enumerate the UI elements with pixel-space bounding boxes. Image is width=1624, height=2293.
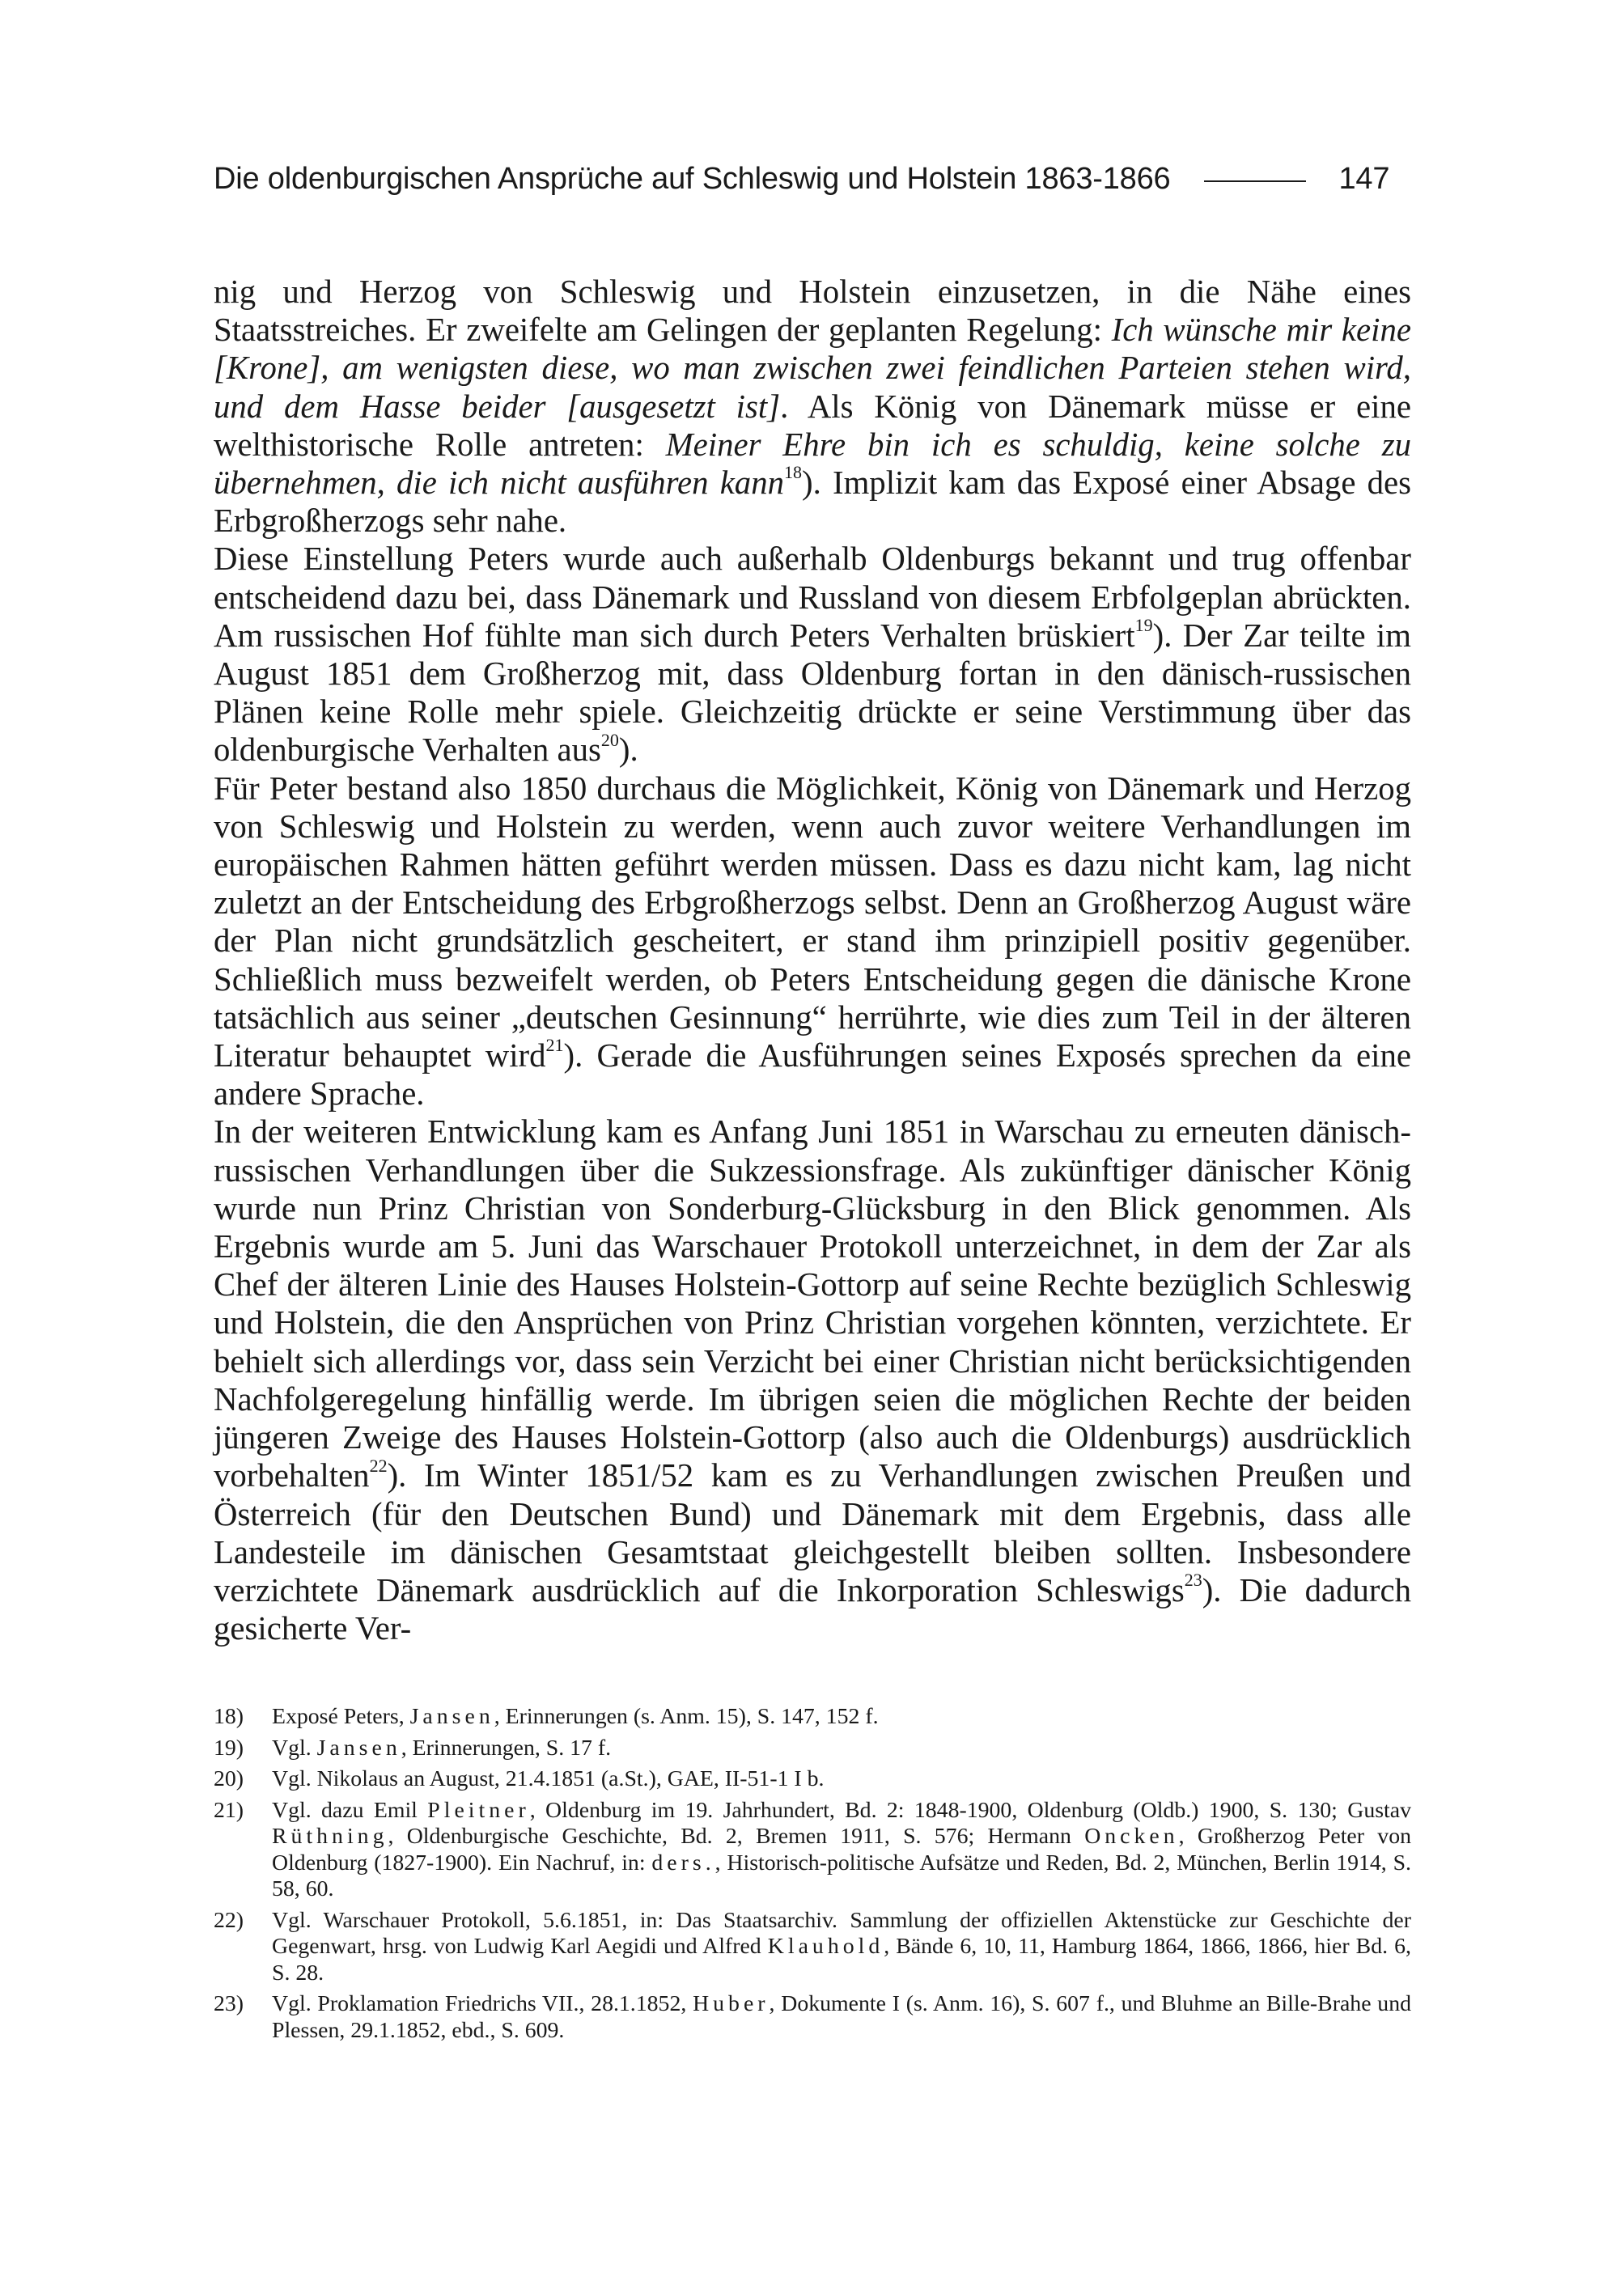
footnote-text	[272, 1991, 1411, 2044]
body-paragraph	[214, 1113, 1411, 1647]
text-segment: , Erinnerungen (s. Anm. 15), S. 147, 152 f.	[494, 1704, 879, 1730]
footnote-number: 21)	[214, 1797, 244, 1823]
footnote	[214, 1704, 1411, 1731]
spaced-author-name: ders.	[651, 1850, 715, 1876]
footnote-number: 23)	[214, 1991, 244, 2017]
text-segment: ). Implizit kam das Exposé einer Absage des Erbgroßherzogs sehr nahe.	[214, 464, 1411, 540]
text-segment: , Oldenburg im 19. Jahrhundert, Bd. 2: 1848-1900, Oldenburg (Oldb.) 1900, S. 130; Gustav	[529, 1797, 1412, 1823]
footnote-reference: 19	[1134, 615, 1153, 636]
text-segment: , Dokumente I (s. Anm. 16), S. 607 f., und Bluhme an Bille-Brahe und Plessen, 29.1.1852, ebd., S. 609.	[272, 1991, 1411, 2043]
book-page	[214, 162, 1411, 2049]
text-segment: ). Gerade die Ausführungen seines Exposés sprechen da eine andere Sprache.	[214, 1037, 1411, 1113]
footnote-number: 19)	[214, 1735, 244, 1761]
footnote	[214, 1798, 1411, 1903]
text-segment: nig und Herzog von Schleswig und Holstein einzusetzen, in die Nähe eines Staatsstreiches. Er zweifelte am Gelingen der geplanten Regelung:	[214, 273, 1411, 349]
footnote	[214, 1736, 1411, 1762]
text-segment: . Als König von Dänemark müsse er eine welthistorische Rolle antreten:	[214, 388, 1411, 463]
footnote-number: 20)	[214, 1766, 244, 1792]
text-segment: Vgl.	[272, 1735, 317, 1761]
text-segment: , Erinnerungen, S. 17 f.	[401, 1735, 612, 1761]
text-segment: Vgl. dazu Emil	[272, 1797, 428, 1823]
running-head-rule	[1204, 180, 1306, 182]
spaced-author-name: Oncken	[1084, 1824, 1179, 1850]
italic-quotation: Ich wünsche mir keine [Krone], am wenigsten diese, wo man zwischen zwei feindlichen Parteien stehen wird, und dem Hasse beider [ausgesetzt ist]	[214, 312, 1411, 425]
text-segment: , Großherzog Peter von Oldenburg (1827-1900). Ein Nachruf, in:	[272, 1824, 1412, 1876]
footnote	[214, 1766, 1411, 1793]
spaced-author-name: Huber	[693, 1991, 770, 2017]
spaced-author-name: Jansen	[316, 1735, 401, 1761]
footnote	[214, 1991, 1411, 2044]
footnote-text	[272, 1704, 1411, 1731]
text-segment: Für Peter bestand also 1850 durchaus die Möglichkeit, König von Dänemark und Herzog von Schleswig und Holstein zu werden, wenn auch zuvor weitere Verhandlungen im europäischen Rahmen hätten geführt werden müssen. Dass es dazu nicht kam, lag nicht zuletzt an der Entscheidung des Erbgroßherzogs selbst. Denn an Großherzog August wäre der Plan nicht grundsätzlich gescheitert, er stand ihm prinzipiell positiv gegenüber. Schließlich muss bezweifelt werden, ob Peters Entscheidung gegen die dänische Krone tatsächlich aus seiner „deutschen Gesinnung“ herrührte, wie dies zum Teil in der älteren Literatur behauptet wird	[214, 769, 1411, 1074]
italic-quotation: Meiner Ehre bin ich es schuldig, keine solche zu übernehmen, die ich nicht ausführen kann	[214, 426, 1411, 502]
spaced-author-name: Klauhold	[767, 1934, 884, 1960]
text-segment: In der weiteren Entwicklung kam es Anfang Juni 1851 in Warschau zu erneuten dänisch-russischen Verhandlungen über die Sukzessionsfrage. Als zukünftiger dänischer König wurde nun Prinz Christian von Sonderburg-Glücksburg in den Blick genommen. Als Ergebnis wurde am 5. Juni das Warschauer Protokoll unterzeichnet, in dem der Zar als Chef der älteren Linie des Hauses Holstein-Gottorp auf seine Rechte bezüglich Schleswig und Holstein, die den Ansprüchen von Prinz Christian vorgehen könnten, verzichtete. Er behielt sich allerdings vor, dass sein Verzicht bei einer Christian nicht berücksichtigenden Nachfolgeregelung hinfällig werde. Im übrigen seien die möglichen Rechte der beiden jüngeren Zweige des Hauses Holstein-Gottorp (also auch die Oldenburgs) ausdrücklich vorbehalten	[214, 1113, 1411, 1494]
footnote-number: 18)	[214, 1704, 244, 1730]
footnote-reference: 21	[545, 1035, 564, 1056]
footnote-text	[272, 1908, 1411, 1987]
body-text	[214, 273, 1411, 1647]
footnote-number: 22)	[214, 1907, 244, 1933]
text-segment: ). Die dadurch gesicherte Ver-	[214, 1571, 1412, 1647]
text-segment: Vgl. Warschauer Protokoll, 5.6.1851, in: Das Staatsarchiv. Sammlung der offiziellen Aktenstücke zur Geschichte der Gegenwart, hrsg. von Ludwig Karl Aegidi und Alfred	[272, 1907, 1411, 1960]
text-segment: , Oldenburgische Geschichte, Bd. 2, Bremen 1911, S. 576; Hermann	[388, 1824, 1085, 1850]
body-paragraph	[214, 273, 1411, 540]
body-paragraph	[214, 540, 1411, 769]
footnote-reference: 22	[369, 1455, 388, 1476]
footnote	[214, 1908, 1411, 1987]
text-segment: , Bände 6, 10, 11, Hamburg 1864, 1866, 1866, hier Bd. 6, S. 28.	[272, 1934, 1412, 1986]
spaced-author-name: Pleitner	[427, 1797, 530, 1823]
footnote-text	[272, 1798, 1411, 1903]
footnote-reference: 20	[600, 729, 619, 750]
footnote-text	[272, 1736, 1411, 1762]
text-segment: Exposé Peters,	[272, 1704, 410, 1730]
spaced-author-name: Jansen	[409, 1704, 494, 1730]
text-segment: Diese Einstellung Peters wurde auch außerhalb Oldenburgs bekannt und trug offenbar entscheidend dazu bei, dass Dänemark und Russland von diesem Erbfolgeplan abrückten. Am russischen Hof fühlte man sich durch Peters Verhalten brüskiert	[214, 540, 1411, 654]
running-head	[214, 162, 1411, 197]
text-segment: , Historisch-politische Aufsätze und Reden, Bd. 2, München, Berlin 1914, S. 58, 60.	[272, 1850, 1411, 1902]
body-paragraph	[214, 769, 1411, 1113]
text-segment: ). Im Winter 1851/52 kam es zu Verhandlungen zwischen Preußen und Österreich (für den Deutschen Bund) und Dänemark mit dem Ergebnis, dass alle Landesteile im dänischen Gesamtstaat gleichgestellt bleiben sollten. Insbesondere verzichtete Dänemark ausdrücklich auf die Inkorporation Schleswigs	[214, 1457, 1411, 1608]
text-segment: ). Der Zar teilte im August 1851 dem Großherzog mit, dass Oldenburg fortan in den dänisch-russischen Plänen keine Rolle mehr spiele. Gleichzeitig drückte er seine Verstimmung über das oldenburgische Verhalten aus	[214, 617, 1411, 769]
text-segment: ).	[618, 731, 638, 769]
text-segment: Vgl. Proklamation Friedrichs VII., 28.1.1852,	[272, 1991, 693, 2017]
footnotes	[214, 1704, 1411, 2044]
page-number: 147	[1338, 162, 1390, 196]
footnote-reference: 18	[784, 462, 803, 483]
running-head-title: Die oldenburgischen Ansprüche auf Schleswig und Holstein 1863-1866	[214, 162, 1171, 196]
footnote-text	[272, 1766, 1411, 1793]
footnote-reference: 23	[1184, 1570, 1202, 1591]
text-segment: Vgl. Nikolaus an August, 21.4.1851 (a.St.), GAE, II-51-1 I b.	[272, 1766, 825, 1792]
spaced-author-name: Rüthning	[272, 1824, 388, 1850]
